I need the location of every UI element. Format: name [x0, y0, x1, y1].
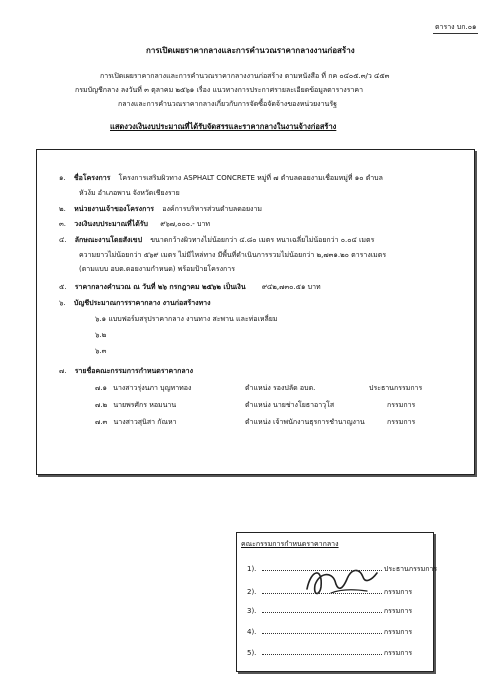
item-number: ๕.: [59, 283, 67, 291]
signature-row-no: 2).: [247, 588, 257, 596]
signature-row-role: กรรมการ: [383, 628, 413, 636]
page-subtitle: แสดงวงเงินงบประมาณที่ได้รับจัดสรรและราคากลางในงานจ้างก่อสร้าง: [110, 122, 337, 131]
estimate-sub-item: ๖.๒: [95, 331, 107, 339]
item-label: รายชื่อคณะกรรมการกำหนดราคากลาง: [74, 367, 194, 375]
signature-line: [262, 586, 382, 594]
signature-row: [247, 586, 412, 598]
header-paragraph-line2: กรมบัญชีกลาง ลงวันที่ ๓ ตุลาคม ๒๕๖๑ เรื่อง แนวทางการประกาศรายละเอียดข้อมูลตารางราคา: [75, 86, 364, 94]
item-committee: [59, 366, 193, 377]
item-value: ขนาดกว้างผิวทางไม่น้อยกว่า ๔.๘๐ เมตร หนาเฉลี่ยไม่น้อยกว่า ๐.๐๔ เมตร: [150, 236, 375, 244]
signature-row-no: 4).: [247, 628, 257, 636]
item-value: ๙๖๗,๐๐๐.- บาท: [160, 220, 211, 228]
committee-name: นางสาวรุ่งนภา บุญทาทอง: [113, 384, 192, 392]
committee-position: ตำแหน่ง รองปลัด อบต.: [245, 384, 316, 392]
committee-row: [95, 400, 176, 411]
committee-position: ตำแหน่ง เจ้าพนักงานธุรการชำนาญงาน: [245, 418, 365, 426]
signature-row-no: 1).: [247, 565, 257, 573]
signature-box: [236, 532, 438, 672]
committee-name: นางสาวสุนิสา กัณหา: [113, 418, 177, 426]
committee-row: [95, 417, 177, 428]
item-number: ๗.: [59, 367, 67, 375]
signature-line: [262, 626, 382, 634]
item-label: ชื่อโครงการ: [73, 174, 111, 182]
item-value: องค์การบริหารส่วนตำบลดอยงาม: [162, 205, 263, 213]
item-description: [59, 235, 374, 246]
item-estimate-list: [59, 298, 211, 309]
signature-row-role: กรรมการ: [383, 649, 413, 657]
item-agency: [59, 204, 262, 215]
item-number: ๖.: [59, 299, 66, 307]
signature-row-role: ประธานกรรมการ: [383, 565, 438, 573]
item-number: ๑.: [59, 174, 66, 182]
signature-row: [247, 647, 412, 659]
committee-no: ๗.๓: [95, 418, 108, 426]
item-label: ลักษณะงานโดยสังเขป: [74, 236, 143, 244]
signature-box-title: คณะกรรมการกำหนดราคากลาง: [241, 540, 339, 548]
item-number: ๓.: [59, 220, 67, 228]
estimate-sub-item: ๖.๓: [95, 347, 107, 355]
project-details-box: [36, 149, 475, 475]
form-code: ตาราง บก.๐๑: [433, 22, 478, 34]
item-number: ๔.: [59, 236, 67, 244]
item-project-name: [59, 173, 383, 184]
item-description-cont2: (ตามแบบ อบต.ดอยงามกำหนด) พร้อมป้ายโครงการ: [79, 265, 235, 273]
page-title: การเปิดเผยราคากลางและการคำนวณราคากลางงานก่อสร้าง: [146, 46, 355, 55]
committee-name: นายพรศักร หอมนาน: [113, 401, 177, 409]
header-paragraph-line3: กลางและการคำนวณราคากลางเกี่ยวกับการจัดซื้อจัดจ้างของหน่วยงานรัฐ: [118, 100, 337, 108]
header-paragraph-line1: การเปิดเผยราคากลางและการคำนวณราคากลางงานก่อสร้าง ตามหนังสือ ที่ กค ๐๔๐๕.๓/ว ๔๕๓: [100, 72, 390, 80]
committee-role: กรรมการ: [387, 401, 416, 409]
signature-line: [262, 647, 382, 655]
item-budget: [59, 219, 210, 230]
signature-row: [247, 605, 412, 617]
item-value: ๙๔๒,๗๓๐.๕๑ บาท: [261, 283, 321, 291]
committee-row: [95, 383, 191, 394]
signature-row-no: 5).: [247, 649, 257, 657]
item-label: บัญชีประมาณการราคากลาง งานก่อสร้างทาง: [73, 299, 211, 307]
committee-no: ๗.๑: [95, 384, 107, 392]
committee-role: ประธานกรรมการ: [369, 384, 423, 392]
item-label: ราคากลางคำนวณ ณ วันที่ ๒๖ กรกฎาคม ๒๕๖๒ เป็นเงิน: [74, 283, 246, 291]
signature-row-no: 3).: [247, 607, 257, 615]
signature-row-role: กรรมการ: [383, 588, 413, 596]
committee-position: ตำแหน่ง นายช่างโยธาอาวุโส: [245, 401, 335, 409]
item-median-price: [59, 282, 321, 293]
committee-role: กรรมการ: [387, 418, 416, 426]
signature-row: [247, 626, 412, 638]
item-label: วงเงินงบประมาณที่ได้รับ: [74, 220, 148, 228]
estimate-sub-item: ๖.๑ แบบฟอร์มสรุปราคากลาง งานทาง สะพาน และท่อเหลี่ยม: [95, 315, 278, 323]
item-label: หน่วยงานเจ้าของโครงการ: [74, 205, 155, 213]
signature-row: [247, 563, 437, 575]
signature-line: [262, 563, 382, 571]
item-description-cont1: ความยาวไม่น้อยกว่า ๕๖๙ เมตร ไม่มีไหล่ทาง มีพื้นที่ดำเนินการรวมไม่น้อยกว่า ๒,๗๓๑.๒๐ ตารางเมตร: [79, 251, 387, 259]
item-value: โครงการเสริมผิวทาง ASPHALT CONCRETE หมู่ที่ ๗ ตำบลดอยงามเชื่อมหมู่ที่ ๑๐ ตำบล: [118, 174, 383, 182]
signature-row-role: กรรมการ: [383, 607, 413, 615]
item-number: ๒.: [59, 205, 66, 213]
item-project-name-cont: หัวง้ม อำเภอพาน จังหวัดเชียงราย: [79, 189, 180, 197]
signature-line: [262, 605, 382, 613]
committee-no: ๗.๒: [95, 401, 108, 409]
